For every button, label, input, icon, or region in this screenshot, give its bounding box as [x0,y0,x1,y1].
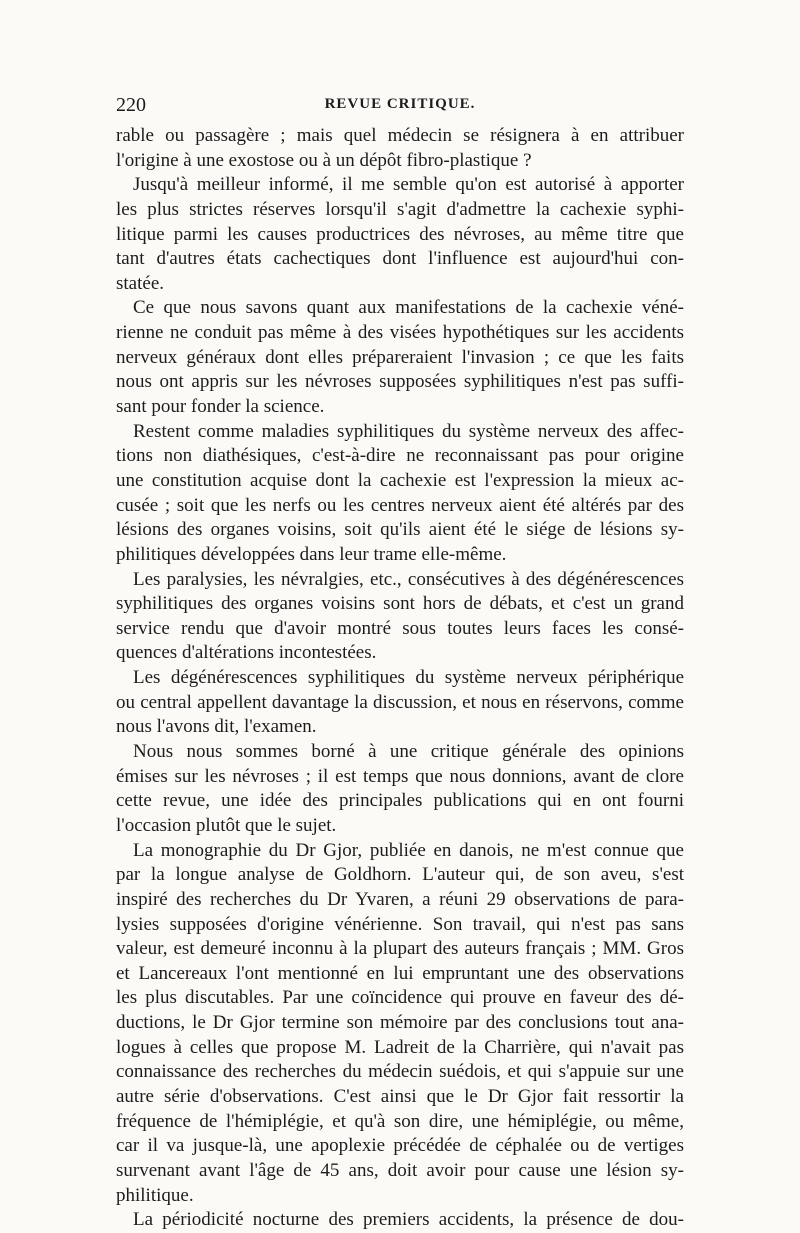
text-line: Ce que nous savons quant aux manifestations de la cachexie véné- [133,297,684,319]
body-text [116,124,684,1233]
text-line: service rendu que d'avoir montré sous toutes leurs faces les consé- [116,617,684,639]
page-number: 220 [116,94,146,116]
text-line: l'occasion plutôt que le sujet. [116,814,337,836]
text-line: émises sur les névroses ; il est temps que nous donnions, avant de clore [116,765,684,787]
text-line: La monographie du Dr Gjor, publiée en danois, ne m'est connue que [133,839,684,861]
text-line: autre série d'observations. C'est ainsi que le Dr Gjor fait ressortir la [116,1085,684,1107]
running-title: REVUE CRITIQUE. [324,96,476,112]
text-line: tant d'autres états cachectiques dont l'influence est aujourd'hui con- [116,248,684,270]
text-line: lysies supposées d'origine vénérienne. Son travail, qui n'est pas sans [116,913,684,935]
text-line: par la longue analyse de Goldhorn. L'auteur qui, de son aveu, s'est [116,864,684,886]
page-header [116,94,684,124]
text-line: Restent comme maladies syphilitiques du système nerveux des affec- [133,420,684,442]
text-line: nous l'avons dit, l'examen. [116,716,317,738]
text-line: et Lancereaux l'ont mentionné en lui empruntant une des observations [116,962,684,984]
text-line: Les paralysies, les névralgies, etc., consécutives à des dégénérescences [133,568,684,590]
text-line: valeur, est demeuré inconnu à la plupart des auteurs français ; MM. Gros [116,938,684,960]
text-line: connaissance des recherches du médecin suédois, et qui s'appuie sur une [116,1061,684,1083]
text-line: litique parmi les causes productrices des névroses, au même titre que [116,223,684,245]
text-line: logues à celles que propose M. Ladreit de la Charrière, qui n'avait pas [116,1036,684,1058]
text-line: sant pour fonder la science. [116,396,325,418]
text-line: nerveux généraux dont elles prépareraient l'invasion ; ce que les faits [116,346,684,368]
text-line: philitique. [116,1184,194,1206]
text-line: tions non diathésiques, c'est-à-dire ne reconnaissant pas pour origine [116,445,684,467]
text-line: cette revue, une idée des principales publications qui en ont fourni [116,790,684,812]
text-line: fréquence de l'hémiplégie, et qu'à son dire, une hémiplégie, ou même, [116,1110,684,1132]
text-line: ductions, le Dr Gjor termine son mémoire par des conclusions tout ana- [116,1012,684,1034]
text-line: lésions des organes voisins, soit qu'ils aient été le siége de lésions sy- [116,519,684,541]
text-line: La périodicité nocturne des premiers accidents, la présence de dou- [133,1209,684,1231]
text-line: rable ou passagère ; mais quel médecin se résignera à en attribuer [116,125,684,146]
text-line: l'origine à une exostose ou à un dépôt fibro-plastique ? [116,149,532,171]
text-line: philitiques développées dans leur trame elle-même. [116,543,507,565]
text-line: rienne ne conduit pas même à des visées hypothétiques sur les accidents [116,322,684,344]
text-line: quences d'altérations incontestées. [116,642,377,664]
text-line: cusée ; soit que les nerfs ou les centres nerveux aient été altérés par des [116,494,684,516]
text-line: nous ont appris sur les névroses supposées syphilitiques n'est pas suffi- [116,371,684,393]
text-line: statée. [116,272,165,294]
text-line: survenant avant l'âge de 45 ans, doit avoir pour cause une lésion sy- [116,1159,684,1181]
text-line: Les dégénérescences syphilitiques du système nerveux périphérique [133,667,684,689]
text-line: ou central appellent davantage la discussion, et nous en réservons, comme [116,691,684,713]
text-line: Nous nous sommes borné à une critique générale des opinions [133,741,684,763]
text-line: les plus strictes réserves lorsqu'il s'agit d'admettre la cachexie syphi- [116,198,684,220]
text-line: syphilitiques des organes voisins sont hors de débats, et c'est un grand [116,593,684,615]
text-line: inspiré des recherches du Dr Yvaren, a réuni 29 observations de para- [116,888,684,910]
text-line: les plus discutables. Par une coïncidence qui prouve en faveur des dé- [116,987,684,1009]
text-line: car il va jusque-là, une apoplexie précédée de céphalée ou de vertiges [116,1135,684,1157]
text-line: une constitution acquise dont la cachexie est l'expression la mieux ac- [116,469,684,491]
text-line: Jusqu'à meilleur informé, il me semble qu'on est autorisé à apporter [133,174,684,196]
